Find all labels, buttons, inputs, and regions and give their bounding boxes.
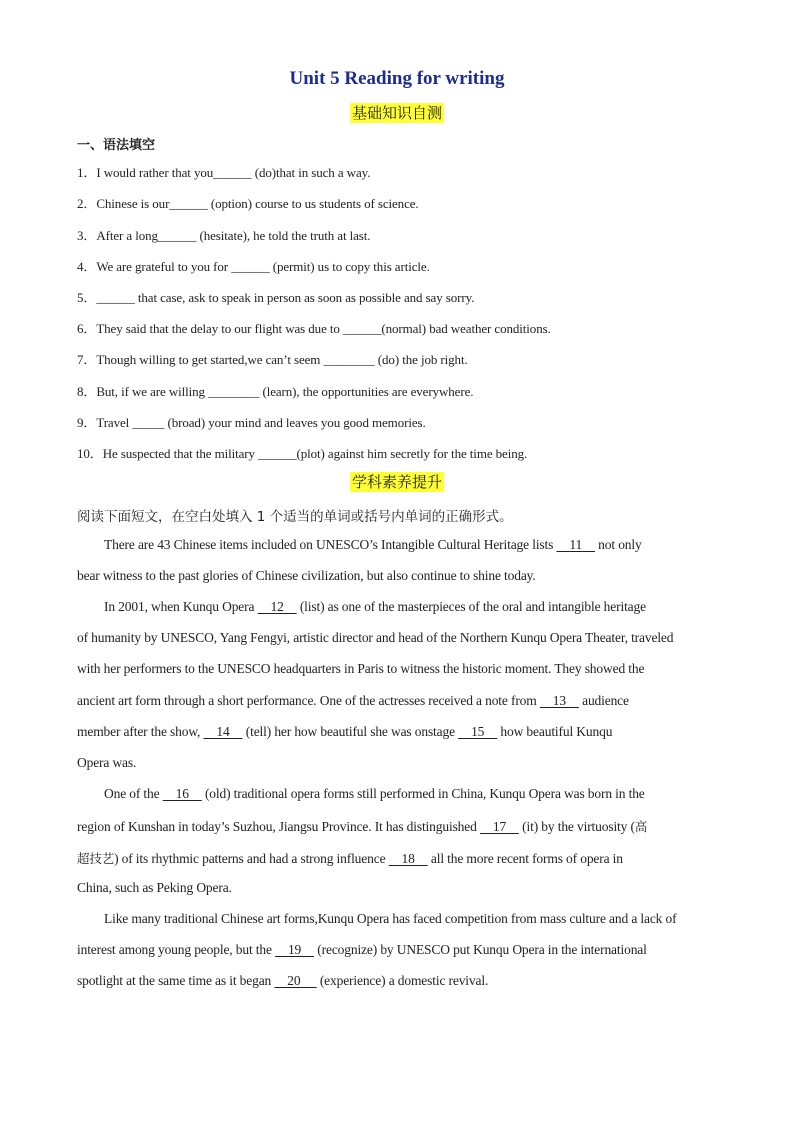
question-6: 6．They said that the delay to our flight was due to ______(normal) bad weather conditions.: [77, 321, 551, 336]
passage-line: region of Kunshan in today’s Suzhou, Jiangsu Province. It has distinguished 17 (it) by the virtuosity (高: [77, 819, 648, 834]
question-10: 10．He suspected that the military ______(plot) against him secretly for the time being.: [77, 446, 528, 461]
blank-19: 19: [275, 942, 315, 957]
page-title: Unit 5 Reading for writing: [289, 68, 505, 89]
passage-line: 超技艺) of its rhythmic patterns and had a strong influence 18 all the more recent forms of opera in: [77, 851, 623, 866]
blank-16: 16: [162, 786, 202, 801]
blank-13: 13: [539, 693, 579, 708]
question-7: 7．Though willing to get started,we can’t seem ________ (do) the job right.: [77, 352, 468, 367]
part-heading-grammar-fill: 一、语法填空: [77, 138, 156, 153]
passage-line: Like many traditional Chinese art forms,Kunqu Opera has faced competition from mass culture and a lack of: [104, 911, 677, 926]
question-8: 8．But, if we are willing ________ (learn), the opportunities are everywhere.: [77, 384, 474, 399]
passage-line: spotlight at the same time as it began 20 (experience) a domestic revival.: [77, 973, 489, 988]
passage-line: China, such as Peking Opera.: [77, 880, 232, 895]
blank-18: 18: [388, 851, 428, 866]
question-2: 2．Chinese is our______ (option) course to us students of science.: [77, 196, 419, 211]
section-heading-literacy: 学科素养提升: [351, 473, 442, 491]
question-5: 5．______ that case, ask to speak in person as soon as possible and say sorry.: [77, 290, 475, 305]
question-4: 4．We are grateful to you for ______ (permit) us to copy this article.: [77, 259, 430, 274]
blank-14: 14: [203, 724, 243, 739]
question-1: 1．I would rather that you______ (do)that in such a way.: [77, 165, 371, 180]
blank-15: 15: [458, 724, 498, 739]
passage-line: bear witness to the past glories of Chinese civilization, but also continue to shine today.: [77, 568, 536, 583]
passage-line: Opera was.: [77, 755, 137, 770]
blank-11: 11: [556, 537, 595, 552]
section-heading-basic-knowledge: 基础知识自测: [351, 104, 442, 122]
question-9: 9．Travel _____ (broad) your mind and leaves you good memories.: [77, 415, 426, 430]
passage-line: of humanity by UNESCO, Yang Fengyi, artistic director and head of the Northern Kunqu Opera Theater, traveled: [77, 630, 674, 645]
passage-line: with her performers to the UNESCO headquarters in Paris to witness the historic moment. They showed the: [77, 661, 645, 676]
blank-17: 17: [479, 819, 519, 834]
passage-line: One of the 16 (old) traditional opera forms still performed in China, Kunqu Opera was born in the: [104, 786, 645, 801]
passage-line: In 2001, when Kunqu Opera 12 (list) as one of the masterpieces of the oral and intangible heritage: [104, 599, 646, 614]
question-3: 3．After a long______ (hesitate), he told the truth at last.: [77, 228, 371, 243]
passage-instruction: 阅读下面短文，在空白处填入 1 个适当的单词或括号内单词的正确形式。: [77, 509, 513, 525]
blank-20: 20: [274, 973, 317, 988]
passage-line: There are 43 Chinese items included on UNESCO’s Intangible Cultural Heritage lists 11 not only: [104, 537, 642, 552]
blank-12: 12: [257, 599, 297, 614]
passage-line: interest among young people, but the 19 (recognize) by UNESCO put Kunqu Opera in the international: [77, 942, 647, 957]
passage-line: member after the show, 14 (tell) her how beautiful she was onstage 15 how beautiful Kunqu: [77, 724, 613, 739]
passage-line: ancient art form through a short performance. One of the actresses received a note from 13 audience: [77, 693, 629, 708]
